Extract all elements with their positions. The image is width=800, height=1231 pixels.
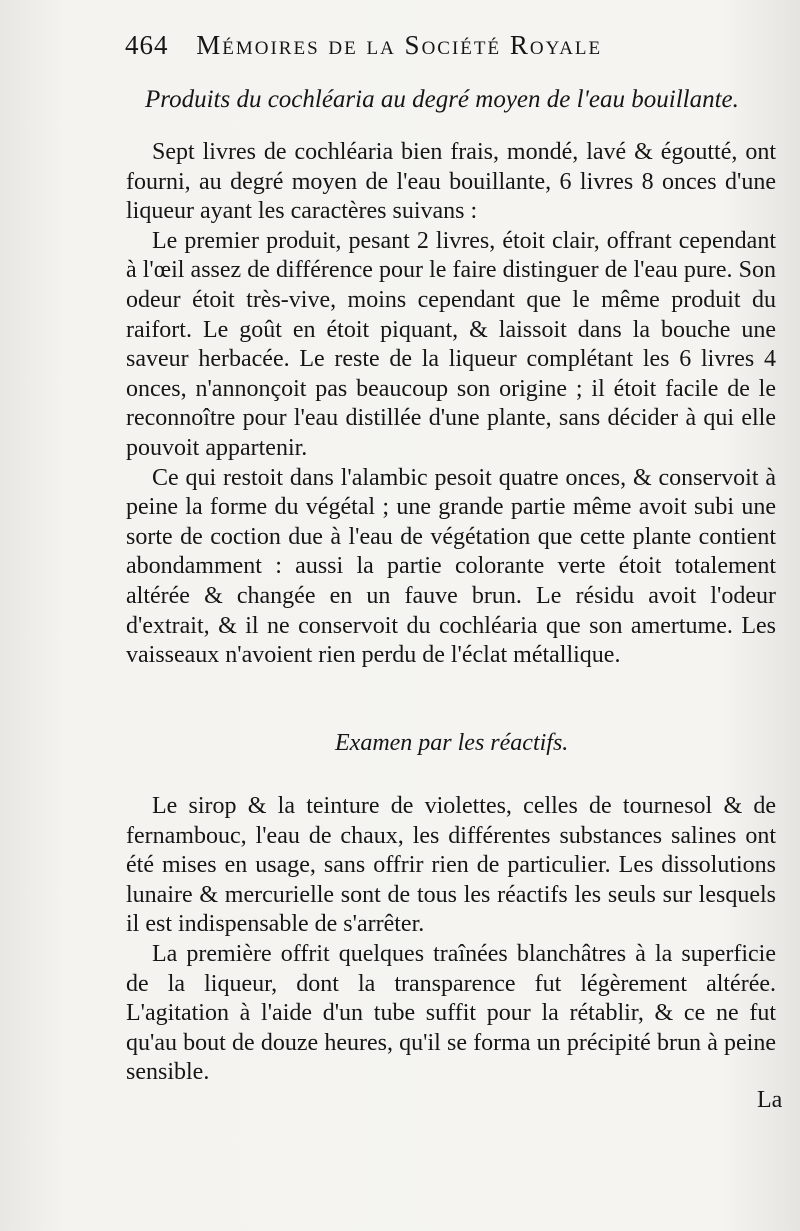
catchword: La <box>757 1087 783 1113</box>
running-head <box>125 30 765 70</box>
paragraph: Ce qui restoit dans l'alambic pesoit quatre onces, & conservoit à peine la forme du végétal ; une grande partie même avoit subi une sorte de coction due à l'eau de végétation que cette plante contient abondamment : aussi la partie colorante verte étoit totalement altérée & changée en un fauve brun. Le résidu avoit l'odeur d'extrait, & il ne conservoit du cochléaria que son amertume. Les vaisseaux n'avoient rien perdu de l'éclat métallique. <box>126 464 776 669</box>
subheading: Examen par les réactifs. <box>335 730 569 756</box>
section-title: Produits du cochléaria au degré moyen de l'eau bouillante. <box>145 86 739 113</box>
text-block-1 <box>126 138 776 671</box>
text-block-2 <box>126 792 776 1088</box>
paragraph: Sept livres de cochléaria bien frais, mondé, lavé & égoutté, ont fourni, au degré moyen de l'eau bouillante, 6 livres 8 onces d'une liqueur ayant les caractères suivans : <box>126 139 776 225</box>
paragraph: Le premier produit, pesant 2 livres, étoit clair, offrant cependant à l'œil assez de différence pour le faire distinguer de l'eau pure. Son odeur étoit très-vive, moins cependant que le même produit du raifort. Le goût en étoit piquant, & laissoit dans la bouche une saveur herbacée. Le reste de la liqueur complétant les 6 livres 4 onces, n'annonçoit pas beaucoup son origine ; il étoit facile de le reconnoître pour l'eau distillée d'une plante, sans décider à qui elle pouvoit appartenir. <box>126 227 776 461</box>
page-number: 464 <box>125 30 169 60</box>
paragraph: La première offrit quelques traînées blanchâtres à la superficie de la liqueur, dont la transparence fut légèrement altérée. L'agitation à l'aide d'un tube suffit pour la rétablir, & ce ne fut qu'au bout de douze heures, qu'il se forma un précipité brun à peine sensible. <box>126 940 776 1086</box>
paragraph: Le sirop & la teinture de violettes, celles de tournesol & de fernambouc, l'eau de chaux, les différentes substances salines ont été mises en usage, sans offrir rien de particulier. Les dissolutions lunaire & mercurielle sont de tous les réactifs les seuls sur lesquels il est indispensable de s'arrêter. <box>126 793 776 938</box>
running-title: Mémoires de la Société Royale <box>196 30 603 60</box>
